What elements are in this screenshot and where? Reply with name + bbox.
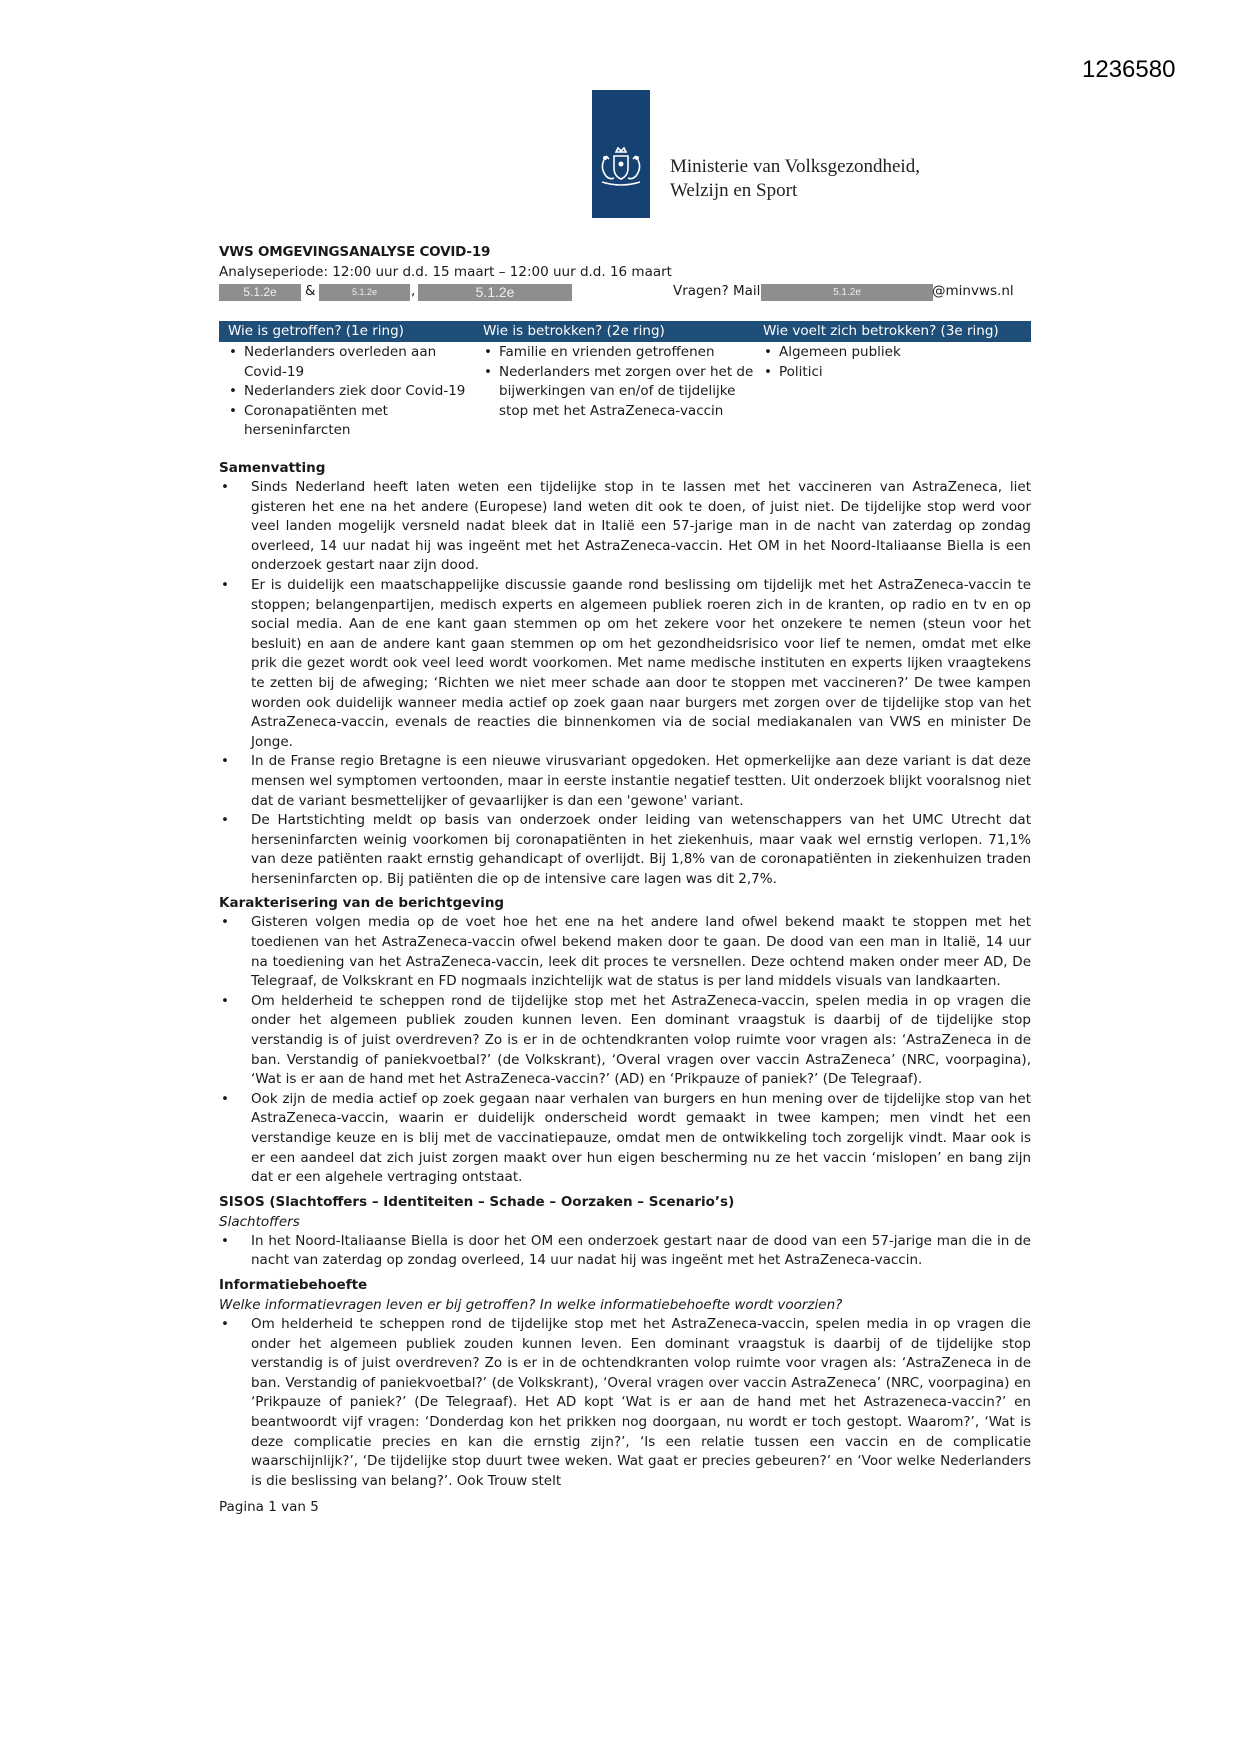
rijksoverheid-logo	[592, 90, 650, 218]
list-item: • Nederlanders overleden aan Covid-19	[244, 343, 474, 382]
section-heading-sisos: SISOS (Slachtoffers – Identiteiten – Schade – Oorzaken – Scenario’s)	[219, 1193, 735, 1210]
mail-label: Vragen? Mail	[673, 283, 761, 300]
ampersand: &	[305, 283, 316, 300]
list-item: • In de Franse regio Bretagne is een nieuwe virusvariant opgedoken. Het opmerkelijke aan deze variant is dat deze mensen wel symptomen vertoonden, maar in eerste instantie negatief testten. Uit onderzoek blijkt vooralsnog niet dat de variant besmettelijker of gevaarlijker is dan een 'gewone' variant.	[251, 752, 1031, 811]
list-item: • Om helderheid te scheppen rond de tijdelijke stop met het AstraZeneca-vaccin, spelen media in op vragen die onder het algemeen publiek zouden kunnen leven. Een dominant vraagstuk is daarbij of de tijdelijke stop verstandig is of juist overdreven? Zo is er in de ochtendkranten volop ruimte voor vragen als: ‘AstraZeneca in de ban. Verstandig of paniekvoetbal?’ (de Volkskrant), ‘Overal vragen over vaccin AstraZeneca’ (NRC, voorpagina) en ‘Prikpauze of paniek?’ (De Telegraaf). Het AD kopt ‘Wat is er aan de hand met het Astrazeneca-vaccin?’ en beantwoordt vijf vragen: ‘Donderdag kon het prikken nog doorgaan, nu wordt er toch gestopt. Waarom?’, ‘Wat is deze complicatie precies en kan die ernstig zijn?’, ‘Is een relatie tussen een vaccin en de complicatie waarschijnlijk?’, ‘De tijdelijke stop duurt twee weken. Wat gaat er precies gebeuren?’ en ‘Voor welke Nederlanders is die beslissing van belang?’. Ook Trouw stelt	[251, 1315, 1031, 1491]
list-item: • Nederlanders ziek door Covid-19	[244, 382, 474, 402]
ring-2-column	[474, 342, 754, 441]
list-item: • Algemeen publiek	[779, 343, 1031, 363]
list-item: • Ook zijn de media actief op zoek gegaan naar verhalen van burgers en hun mening over de tijdelijke stop van het AstraZeneca-vaccin, waarin er duidelijk onderscheid wordt gemaakt in twee kampen; men vindt het een verstandige keuze en is blij met de vaccinatiepauze, omdat men de ontwikkeling toch zorgelijk vindt. Maar ook is er een aandeel dat zich juist zorgen maakt over hun eigen bescherming nu ze het vaccin ‘mislopen’ en bang zijn dat er een algehele vertraging ontstaat.	[251, 1090, 1031, 1188]
redaction-block: 5.1.2e	[219, 284, 301, 301]
rings-body	[219, 342, 1031, 441]
karakterisering-list	[219, 913, 1031, 1187]
list-item: • Politici	[779, 363, 1031, 383]
rings-header	[219, 321, 1031, 342]
list-item: • Gisteren volgen media op de voet hoe het ene na het andere land ofwel bekend maakt te stoppen met het toedienen van het AstraZeneca-vaccin ofwel bekend maken door te gaan. De dood van een man in Italië, 14 uur na toediening van het AstraZeneca-vaccin, leek dit proces te versnellen. Deze ochtend maken onder meer AD, De Telegraaf, de Volkskrant en FD nogmaals inzichtelijk wat de status is per land middels visuals van landkaarten.	[251, 913, 1031, 991]
ring-2-title: Wie is betrokken? (2e ring)	[483, 323, 665, 339]
section-subheading: Welke informatievragen leven er bij getroffen? In welke informatiebehoefte wordt voorzien?	[219, 1296, 843, 1313]
ring-1-column	[219, 342, 474, 441]
ring-3-column	[754, 342, 1031, 441]
document-title: VWS OMGEVINGSANALYSE COVID-19	[219, 244, 491, 260]
section-subheading: Slachtoffers	[219, 1213, 300, 1230]
list-item: • In het Noord-Italiaanse Biella is door het OM een onderzoek gestart naar de dood van een 57-jarige man die in de nacht van zaterdag op zondag overleed, 14 uur nadat hij was ingeënt met het AstraZeneca-vaccin.	[251, 1232, 1031, 1271]
section-heading-samenvatting: Samenvatting	[219, 460, 326, 476]
list-item: • Er is duidelijk een maatschappelijke discussie gaande rond beslissing om tijdelijk met het AstraZeneca-vaccin te stoppen; belangenpartijen, medisch experts en algemeen publiek roeren zich in de kranten, op radio en tv en op social media. Aan de ene kant gaan stemmen op om het zekere voor het onzekere te nemen (steun voor het besluit) en aan de andere kant gaan stemmen op om het gezondheidsrisico voor lief te nemen, omdat met elke prik die gezet wordt ook veel leed wordt voorkomen. Met name medische instituten en experts lijken vraagtekens te zetten bij de afweging; ‘Richten we niet meer schade aan door te stoppen met vaccineren?’ De twee kampen worden ook duidelijk wanneer media actief op zoek gaan naar burgers met zorgen over de tijdelijke stop van het AstraZeneca-vaccin, evenals de reacties die binnenkomen via de social mediakanalen van VWS en minister De Jonge.	[251, 576, 1031, 752]
list-item: • De Hartstichting meldt op basis van onderzoek onder leiding van wetenschappers van het UMC Utrecht dat herseninfarcten weinig voorkomen bij coronapatiënten in het ziekenhuis, maar vaak wel ernstig verlopen. 71,1% van deze patiënten raakt ernstig gehandicapt of overlijdt. Bij 1,8% van de coronapatiënten in ziekenhuizen traden herseninfarcten op. Bij patiënten die op de intensive care lagen was dit 2,7%.	[251, 811, 1031, 889]
comma: ,	[411, 283, 416, 300]
list-item: • Om helderheid te scheppen rond de tijdelijke stop met het AstraZeneca-vaccin, spelen media in op vragen die onder het algemeen publiek zouden kunnen leven. Een dominant vraagstuk is daarbij of de tijdelijke stop verstandig is of juist overdreven? Zo is er in de ochtendkranten volop ruimte voor vragen als: ‘AstraZeneca in de ban. Verstandig of paniekvoetbal?’ (de Volkskrant), ‘Overal vragen over vaccin AstraZeneca’ (NRC, voorpagina), ‘Wat is er aan de hand met het AstraZeneca-vaccin?’ (AD) en ‘Prikpauze of paniek?’ (De Telegraaf).	[251, 992, 1031, 1090]
section-heading-karakterisering: Karakterisering van de berichtgeving	[219, 895, 505, 912]
rings-table	[219, 321, 1031, 441]
contact-line	[219, 282, 1031, 304]
redaction-block: 5.1.2e	[761, 284, 933, 301]
document-body	[219, 458, 1031, 1495]
sisos-list	[219, 1232, 1031, 1271]
samenvatting-list	[219, 478, 1031, 889]
list-item: • Familie en vrienden getroffenen	[499, 343, 754, 363]
document-header	[219, 243, 1031, 304]
section-heading-informatiebehoefte: Informatiebehoefte	[219, 1276, 368, 1293]
list-item: • Sinds Nederland heeft laten weten een tijdelijke stop in te lassen met het vaccineren van AstraZeneca, liet gisteren het ene na het andere (Europese) land weten dit ook te doen, of juist niet. De tijdelijke stop werd voor veel landen mogelijk versneld nadat bleek dat in Italië een 57-jarige man in de nacht van zaterdag op zondag overleed, 14 uur nadat hij was ingeënt met het AstraZeneca-vaccin. Het OM in het Noord-Italiaanse Biella is een onderzoek gestart naar zijn dood.	[251, 478, 1031, 576]
ring-3-title: Wie voelt zich betrokken? (3e ring)	[763, 323, 999, 339]
analysis-period: Analyseperiode: 12:00 uur d.d. 15 maart – 12:00 uur d.d. 16 maart	[219, 263, 672, 280]
list-item: • Nederlanders met zorgen over het de bijwerkingen van en/of de tijdelijke stop met het AstraZeneca-vaccin	[499, 363, 754, 422]
redaction-block: 5.1.2e	[418, 284, 572, 301]
mail-domain: @minvws.nl	[932, 283, 1014, 300]
ministry-name-line2: Welzijn en Sport	[670, 180, 798, 201]
ministry-name	[670, 155, 920, 203]
informatie-list	[219, 1315, 1031, 1491]
redaction-block: 5.1.2e	[319, 284, 410, 301]
ministry-name-line1: Ministerie van Volksgezondheid,	[670, 156, 920, 177]
ring-1-title: Wie is getroffen? (1e ring)	[228, 323, 404, 339]
list-item: • Coronapatiënten met herseninfarcten	[244, 402, 474, 441]
page-number: Pagina 1 van 5	[219, 1499, 319, 1515]
document-number: 1236580	[1082, 56, 1176, 83]
coat-of-arms-icon	[596, 142, 646, 188]
